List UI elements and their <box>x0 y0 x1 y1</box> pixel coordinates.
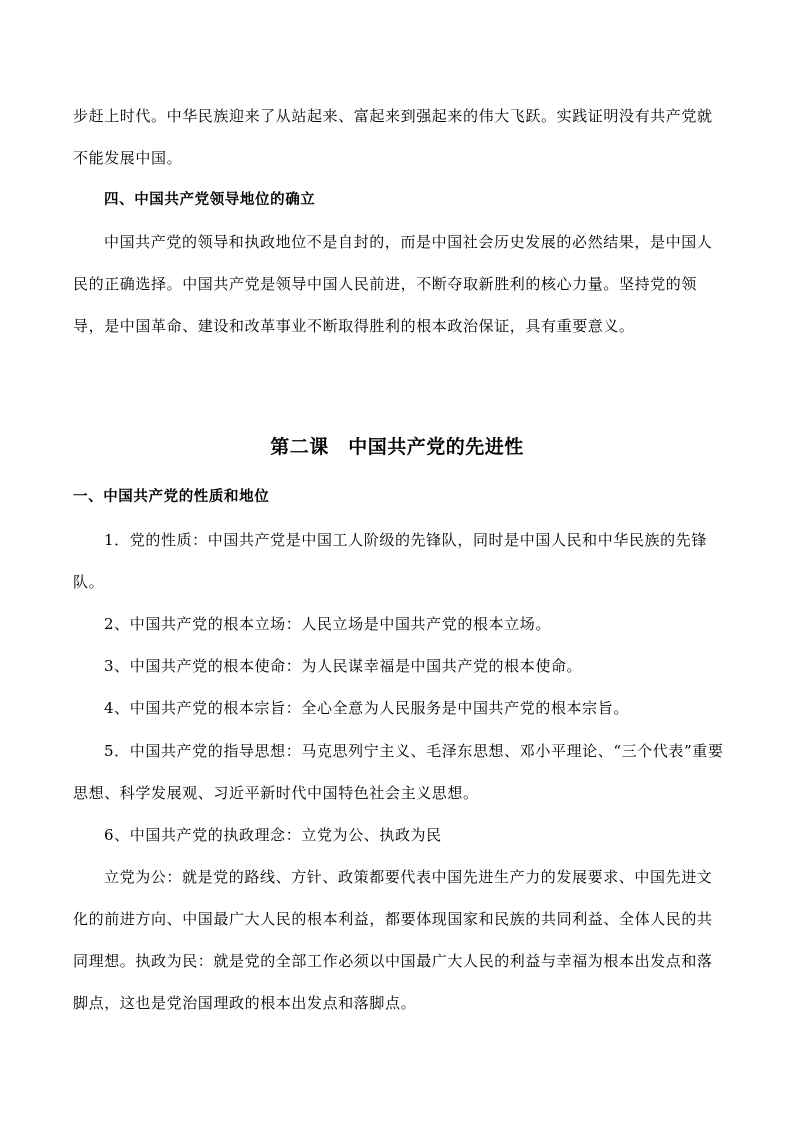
paragraph-line: 化的前进方向、中国最广大人民的根本利益，都要体现国家和民族的共同利益、全体人民的共 <box>73 910 713 928</box>
section-heading-four: 四、中国共产党领导地位的确立 <box>104 192 316 208</box>
paragraph-line: 中国共产党的领导和执政地位不是自封的，而是中国社会历史发展的必然结果，是中国人 <box>104 233 713 251</box>
paragraph-line: 不能发展中国。 <box>73 149 183 167</box>
list-item: 1．党的性质：中国共产党是中国工人阶级的先锋队，同时是中国人民和中华民族的先锋 <box>104 531 707 549</box>
lesson-title: 第二课 中国共产党的先进性 <box>270 436 524 458</box>
section-heading-one: 一、中国共产党的性质和地位 <box>73 489 270 505</box>
list-item: 4、中国共产党的根本宗旨：全心全意为人民服务是中国共产党的根本宗旨。 <box>104 699 629 717</box>
list-item: 6、中国共产党的执政理念：立党为公、执政为民 <box>104 826 442 844</box>
paragraph-line: 立党为公：就是党的路线、方针、政策都要代表中国先进生产力的发展要求、中国先进文 <box>104 868 713 886</box>
list-item-continuation: 队。 <box>73 573 105 591</box>
paragraph-line: 步赶上时代。中华民族迎来了从站起来、富起来到强起来的伟大飞跃。实践证明没有共产党就 <box>73 107 713 125</box>
list-item: 3、中国共产党的根本使命：为人民谋幸福是中国共产党的根本使命。 <box>104 657 583 675</box>
paragraph-line: 同理想。执政为民：就是党的全部工作必须以中国最广大人民的利益与幸福为根本出发点和落 <box>73 952 713 970</box>
list-item: 5．中国共产党的指导思想：马克思列宁主义、毛泽东思想、邓小平理论、“三个代表”重要 <box>104 742 724 760</box>
paragraph-line: 脚点，这也是党治国理政的根本出发点和落脚点。 <box>73 994 417 1012</box>
paragraph-line: 民的正确选择。中国共产党是领导中国人民前进，不断夺取新胜利的核心力量。坚持党的领 <box>73 275 698 293</box>
paragraph-line: 导，是中国革命、建设和改革事业不断取得胜利的根本政治保证，具有重要意义。 <box>73 317 635 335</box>
list-item: 2、中国共产党的根本立场：人民立场是中国共产党的根本立场。 <box>104 615 551 633</box>
list-item-continuation: 思想、科学发展观、习近平新时代中国特色社会主义思想。 <box>73 784 479 802</box>
